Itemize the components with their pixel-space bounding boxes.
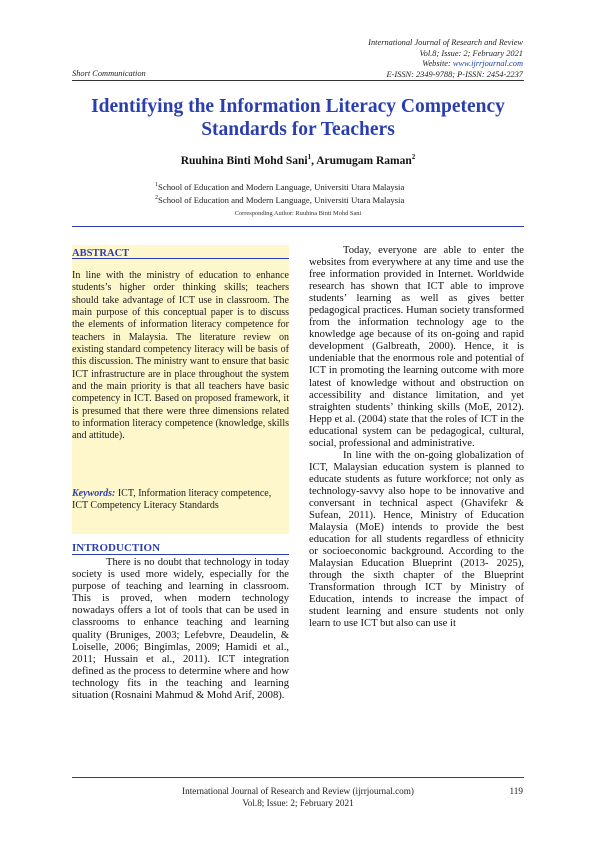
journal-volume: Vol.8; Issue: 2; February 2021 (419, 48, 523, 58)
journal-header (223, 38, 523, 80)
affiliations (155, 180, 485, 207)
title-divider (72, 226, 524, 227)
footer-rule (72, 777, 524, 778)
body-paragraph: In line with the on-going globalization of ICT, Malaysian education system is planned to educate students as future workforce; not only as technology-savvy also hope to be innovative and conversant in technical aspect (Ghavifekr & Sufean, 2011). Hence, Ministry of Education Malaysia (MoE) intends to provide the best education for all students regardless of ethnicity or socioeconomic background. According to the Malaysian Education Blueprint (2013- 2025), through the sixth chapter of the Blueprint Transformation through ICT by Ministry of Education, intends to increase the impact of student learning and ensure students not only learn to use ICT but also can use it (309, 449, 524, 630)
footer-volume: Vol.8; Issue: 2; February 2021 (242, 797, 354, 808)
affiliation-item: $^1$School of Education and Modern Language, Universiti Utara Malaysia (155, 181, 405, 192)
body-paragraph: Today, everyone are able to enter the websites from everywhere at any time and use the free information provided in Internet. Worldwide research has shown that ICT able to improve students’ learning as well as gives better pedagogical practices. Human society transformed from the information technology age to the knowledge age because of its on-going and rapid development (Galbreath, 2000). Hence, it is undeniable that the enormous role and potential of ICT in promoting the learning outcome with more latest of knowledge without and obstruction on accessibility and distance limitation, and yet straighten students’ thinking skills (MoE, 2012). Hepp et al. (2004) state that the roles of ICT in the educational system can be pedagogical, cultural, social, professional and administrative. (309, 245, 524, 449)
corresponding-author: Corresponding Author: Ruuhina Binti Mohd Sani (234, 210, 362, 217)
header-rule (72, 80, 524, 81)
abstract-rule (72, 258, 289, 259)
journal-issn: E-ISSN: 2349-9788; P-ISSN: 2454-2237 (386, 69, 523, 79)
keywords (72, 488, 289, 513)
author-list: Ruuhina Binti Mohd Sani$^1$, Arumugam Raman$^2$ (180, 153, 416, 167)
paper-title: Identifying the Information Literacy Competency Standards for Teachers (91, 96, 505, 140)
abstract-heading: ABSTRACT (72, 248, 130, 259)
footer-journal: International Journal of Research and Review (ijrrjournal.com) (182, 786, 414, 796)
author-name: Arumugam Raman (316, 154, 412, 167)
author-name: Ruuhina Binti Mohd Sani (180, 154, 308, 167)
page-number: 119 (509, 786, 523, 796)
journal-website: Website: www.ijrrjournal.com (422, 59, 523, 69)
article-type: Short Communication (72, 69, 146, 78)
journal-website-link[interactable]: www.ijrrjournal.com (452, 59, 523, 69)
introduction-rule (72, 554, 289, 555)
introduction-heading: INTRODUCTION (72, 542, 161, 554)
abstract-text: In line with the ministry of education to enhance students’s higher order thinking skills; teachers should take advantage of ICT use in classroom. The main purpose of this conceptual paper is to discuss the elements of information literacy competence for teachers in Malaysia. The literature review on existing standard competency literacy will be basis of this discussion. The ministry want to ensure that basic ICT infrastructure are in place throughout the system and the main priority is that all teachers have basic competency in ICT. Based on proposed framework, it is presumed that there were three dimensions related to information literacy competence (knowledge, skills and attitude). (72, 270, 289, 442)
left-column (72, 557, 289, 702)
body-paragraph: There is no doubt that technology in today society is used more widely, especially for the purpose of teaching and learning in classroom. This is proved, when modern technology nowadays offers a lot of tools that can be used in classrooms to enhance teaching and learning quality (Bruniges, 2003; Lefebvre, Deaudelin, & Loiselle, 2006; Bingimlas, 2009; Hamidi et al., 2011; Hussain et al., 2011). ICT integration defined as the process to determine where and how technology fits in the teaching and learning situation (Rosnaini Mahmud & Mohd Arif, 2008). (72, 557, 289, 702)
keywords-text: ICT, Information literacy competence, ICT Competency Literacy Standards (72, 488, 272, 512)
journal-name: International Journal of Research and Review (368, 38, 523, 47)
keywords-label: Keywords: (72, 488, 116, 499)
page-footer (72, 786, 524, 809)
affiliation-item: $^2$School of Education and Modern Language, Universiti Utara Malaysia (155, 195, 405, 206)
right-column (309, 245, 524, 631)
